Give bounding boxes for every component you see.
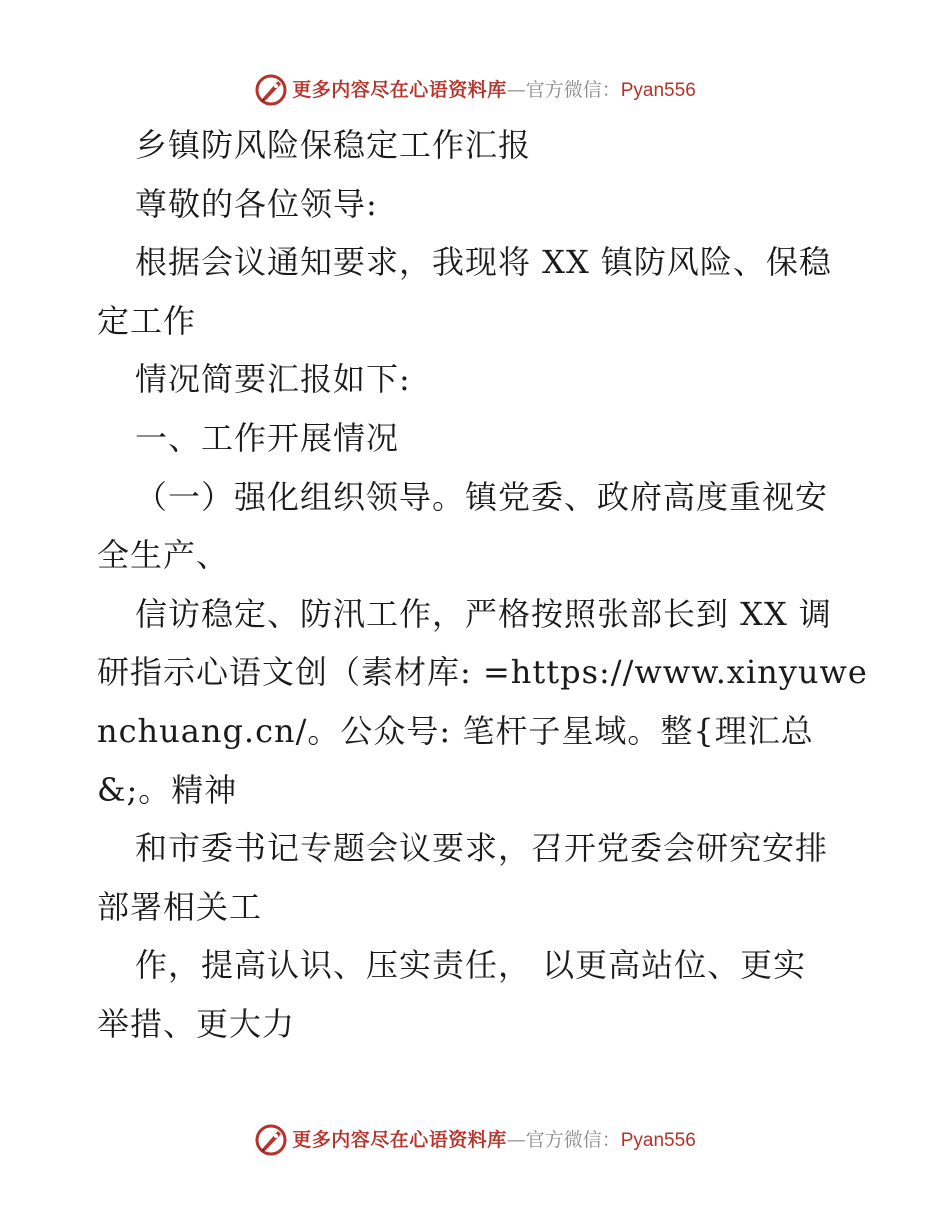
banner-text [292,1128,696,1151]
banner-separator: — [506,1128,526,1151]
banner-text [292,78,696,101]
footer-banner [0,1120,950,1160]
doc-section-heading: 一、工作开展情况 [135,418,400,457]
doc-line: &;。精神 [97,770,238,809]
doc-line: 定工作 [97,301,197,340]
doc-line: 全生产、 [97,536,230,575]
quill-seal-icon [254,1123,288,1157]
doc-line: （一）强化组织领导。镇党委、政府高度重视安 [135,477,829,516]
banner-separator: — [506,78,526,101]
doc-salutation: 尊敬的各位领导: [135,184,378,223]
banner-wechat-id: Pyan556 [620,1129,696,1151]
doc-line: 情况简要汇报如下: [135,360,411,399]
doc-line: 举措、更大力 [97,1004,296,1043]
doc-line: nchuang.cn/。公众号: 笔杆子星域。整{理汇总 [97,711,814,750]
banner-wechat-label: 官方微信： [525,1128,621,1151]
doc-line: 根据会议通知要求，我现将 XX 镇防风险、保稳 [135,243,832,282]
quill-seal-icon [254,73,288,107]
doc-line: 和市委书记专题会议要求，召开党委会研究安排 [135,829,829,868]
banner-wechat-id: Pyan556 [620,79,696,101]
doc-line: 信访稳定、防汛工作，严格按照张部长到 XX 调 [135,594,832,633]
doc-line: 作，提高认识、压实责任， 以更高站位、更实 [135,946,807,985]
doc-line: 部署相关工 [97,887,263,926]
banner-main-text: 更多内容尽在心语资料库 [292,1128,507,1151]
doc-title: 乡镇防风险保稳定工作汇报 [135,126,532,164]
banner-wechat-label: 官方微信： [525,78,621,101]
banner-main-text: 更多内容尽在心语资料库 [292,78,507,101]
doc-line: 研指示心语文创（素材库: =https://www.xinyuwe [97,653,868,692]
document-body [97,116,868,1054]
header-banner [0,70,950,110]
